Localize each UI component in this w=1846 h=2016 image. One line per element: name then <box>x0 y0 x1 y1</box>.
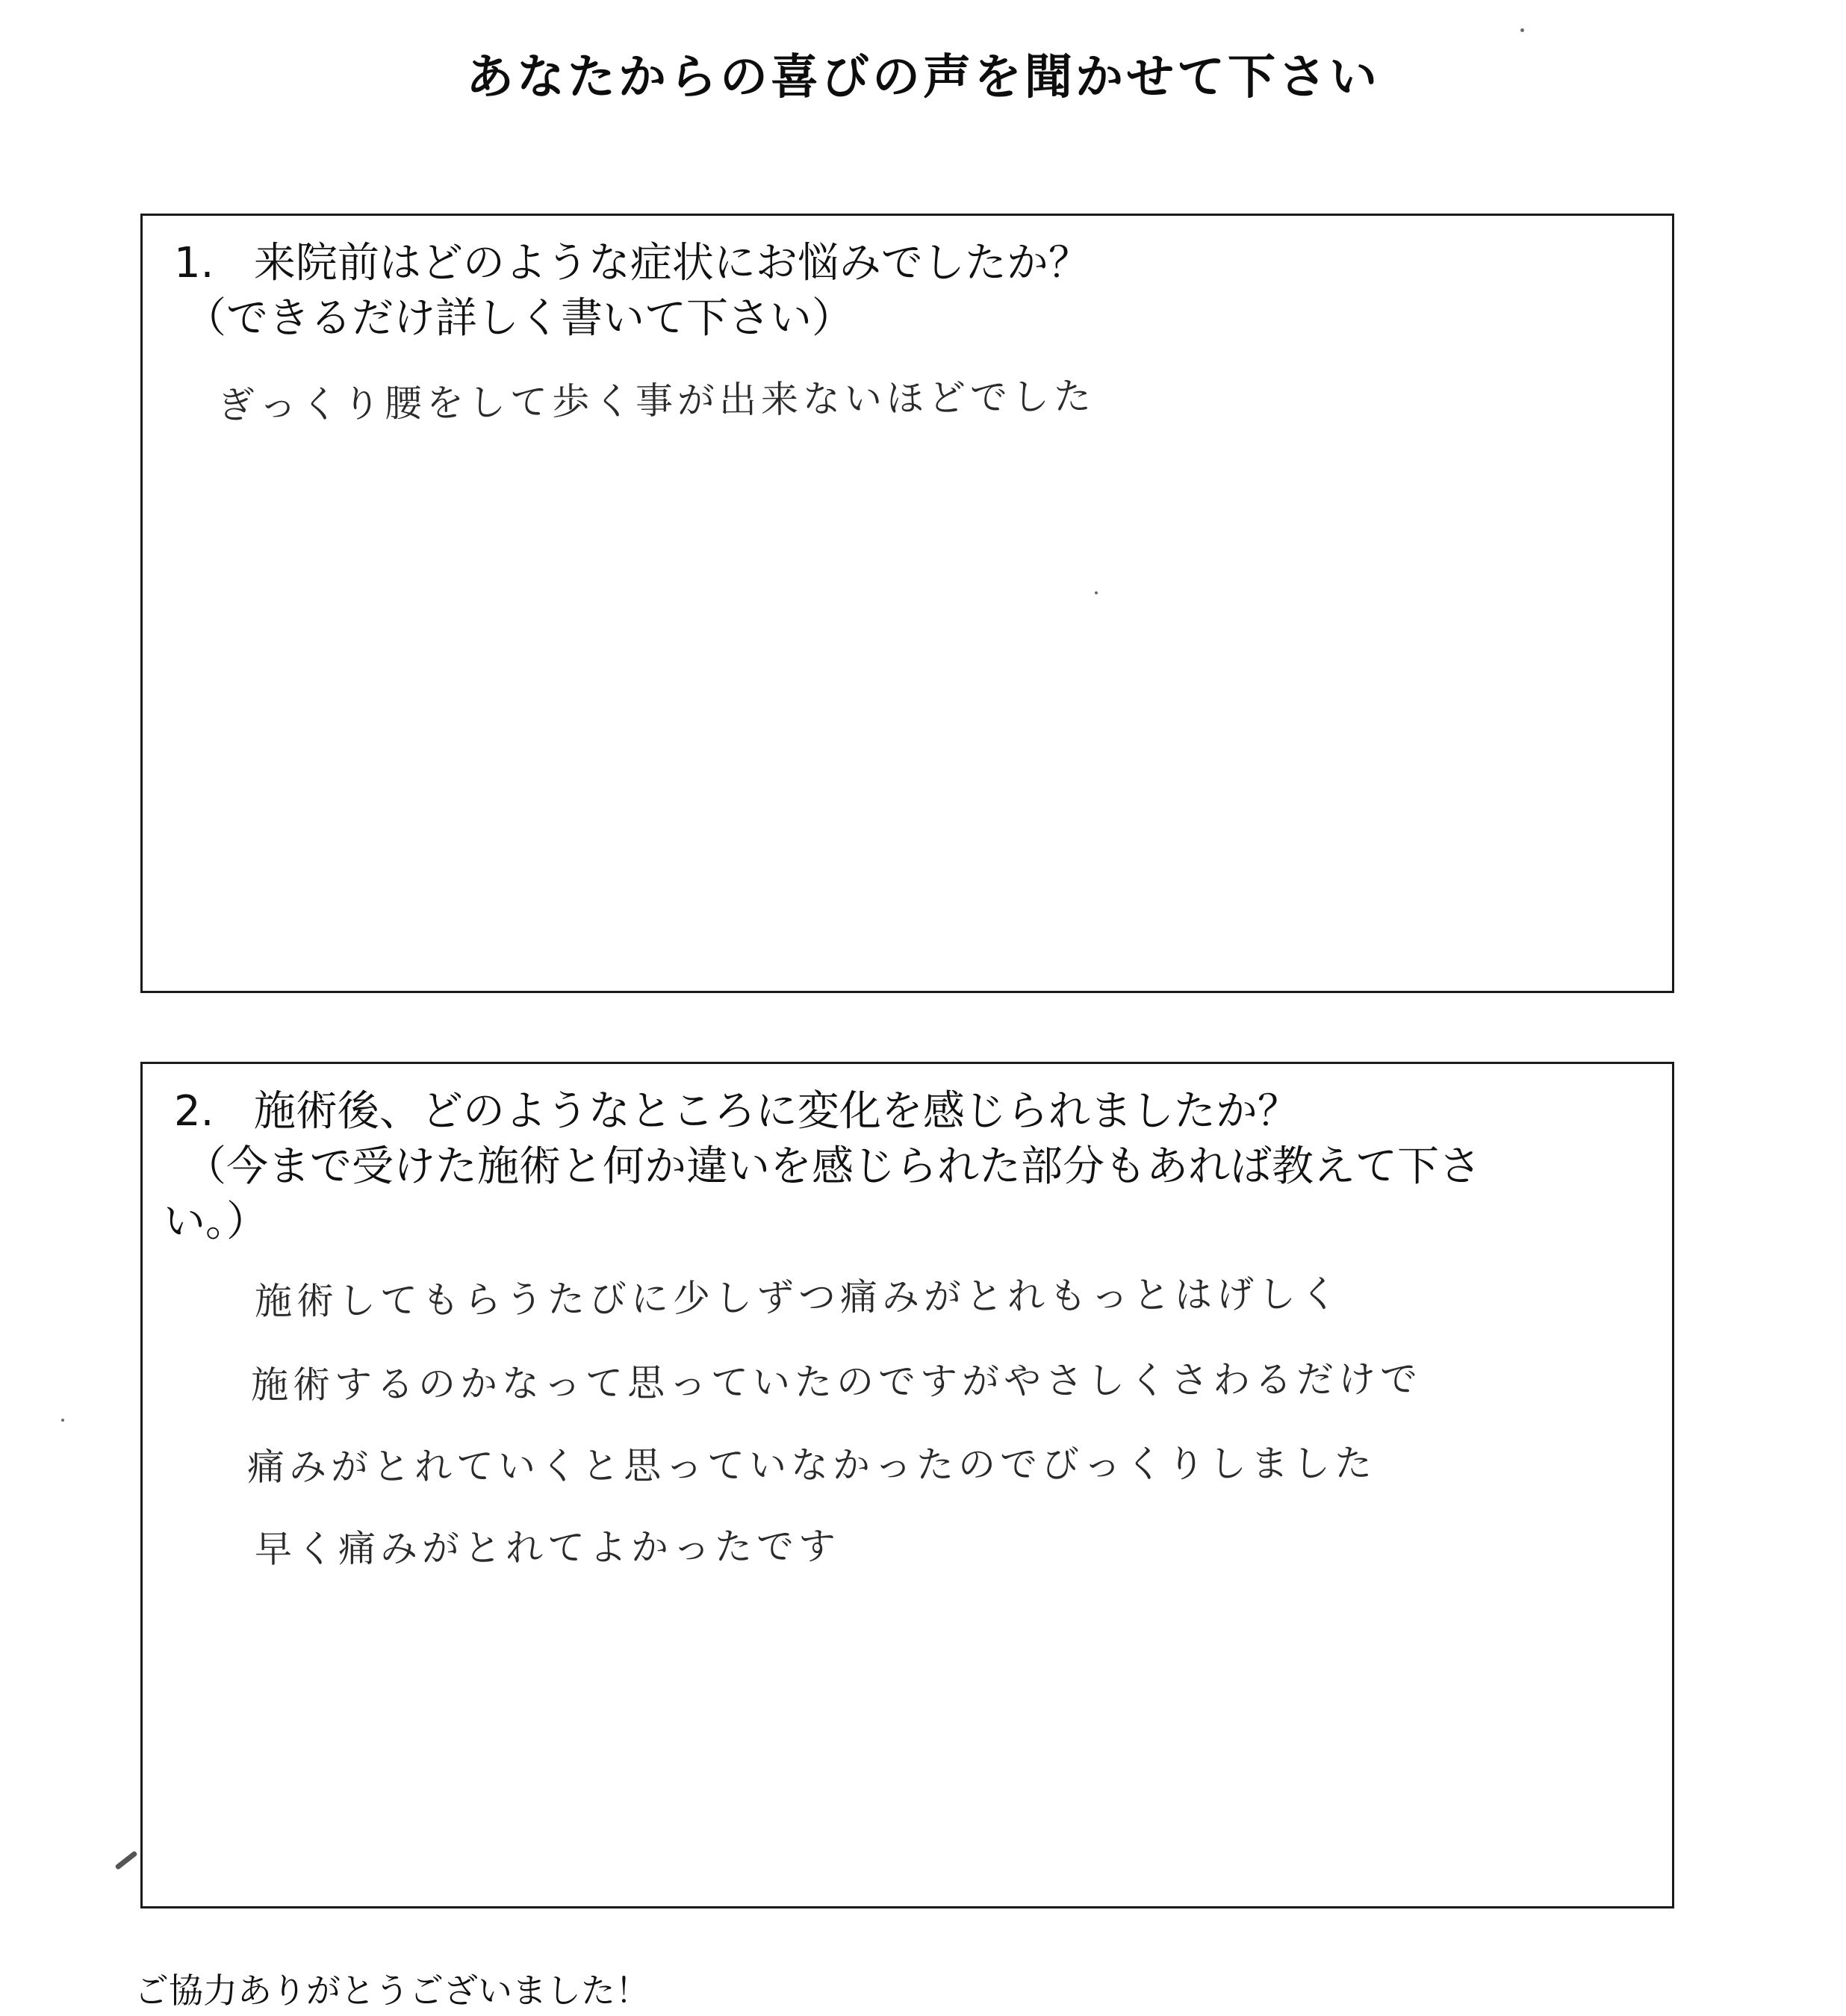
scan-speck <box>1520 28 1524 32</box>
question-1-number: 1. <box>174 239 214 287</box>
scan-speck <box>1095 591 1098 594</box>
question-1-heading-line <box>174 238 1090 289</box>
scan-speck <box>61 1419 64 1422</box>
thank-you-footer: ご協力ありがとうございました！ <box>134 1970 650 2011</box>
question-1-answer-line-1: ぎっくり腰をして歩く事が出来ないほどでした <box>217 374 1096 427</box>
question-1-box <box>140 214 1674 993</box>
question-2-box <box>140 1062 1674 1908</box>
question-2-heading-line <box>174 1086 1299 1137</box>
page-title: あなたからの喜びの声を聞かせて下さい <box>466 50 1380 105</box>
question-1-note: （できるだけ詳しく書いて下さい） <box>184 294 854 343</box>
question-2-note-line-1: （今まで受けた施術と何か違いを感じられた部分もあれば教えて下さ <box>184 1142 1481 1191</box>
question-2-number: 2. <box>174 1087 214 1136</box>
question-2-answer-line-4: 早く痛みがとれてよかったです <box>254 1524 841 1571</box>
question-2-answer-line-2: 施術するのかなって思っていたのですがやさしくさわるだけで <box>250 1357 1423 1407</box>
pencil-mark <box>114 1850 137 1870</box>
question-1-heading: 来院前はどのような症状にお悩みでしたか？ <box>253 239 1090 287</box>
question-2-note-line-2: い。） <box>164 1198 268 1246</box>
question-2-answer-line-3: 痛みがとれていくと思っていなかったのでびっくりしました <box>246 1441 1377 1489</box>
question-2-answer-line-1: 施術してもらうたびに少しずつ痛みがとれもっとはげしく <box>254 1272 1343 1323</box>
question-2-heading: 施術後、どのようなところに変化を感じられましたか？ <box>253 1087 1299 1136</box>
